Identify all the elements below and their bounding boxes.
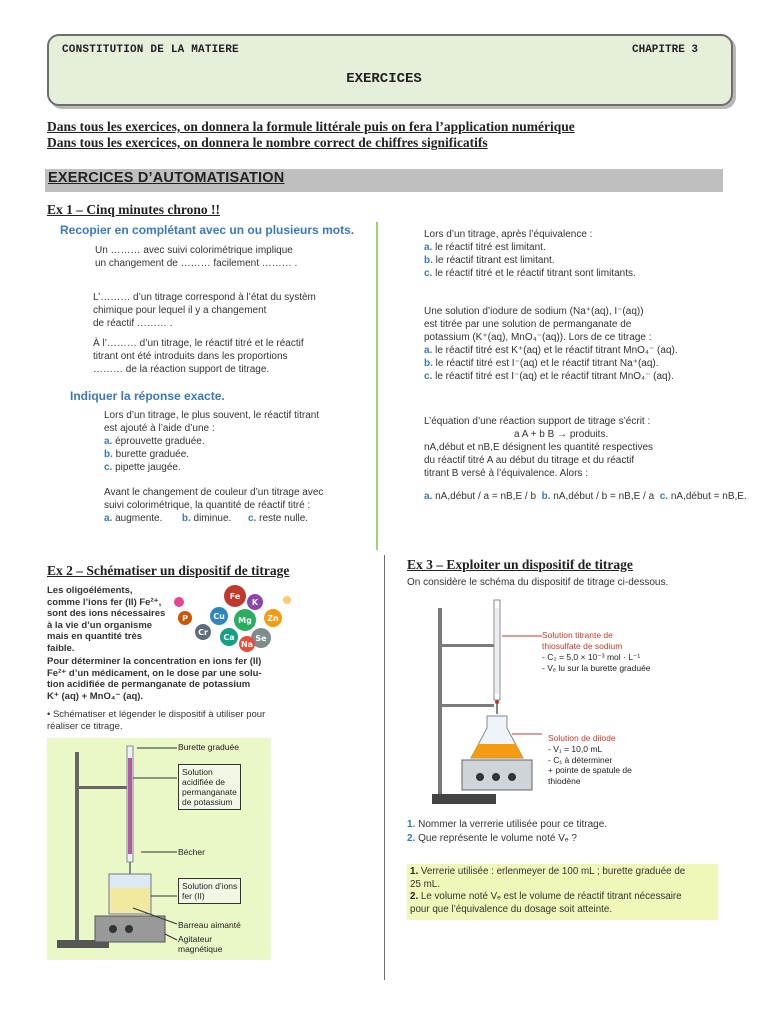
label-diiode-values: - V₁ = 10,0 mL - C₁ à déterminer + pointe de spatule de thiodène xyxy=(548,744,632,786)
column-divider-top xyxy=(376,222,378,550)
label-permanganate: Solution acidifiée de permanganate de potassium xyxy=(178,764,241,810)
ex1-choose-heading: Indiquer la réponse exacte. xyxy=(70,389,225,403)
bubble-label: Fe xyxy=(229,592,241,601)
label-diiode: Solution de diiode xyxy=(548,733,616,743)
subject-label: CONSTITUTION DE LA MATIERE xyxy=(62,44,239,56)
fill-item-3: À l’……… d’un titrage, le réactif titré et le réactif titrant ont été introduits dans les proportions ……… de la réaction support de titrage. xyxy=(93,338,304,375)
fill-item-2: L’……… d’un titrage correspond à l’état du systèm chimique pour lequel il y a changement de réactif ……… . xyxy=(93,292,316,329)
ex3-title: Ex 3 – Exploiter un dispositif de titrage xyxy=(407,557,633,572)
question-3: Lors d’un titrage, après l’équivalence : a. le réactif titré est limitant. b. le réactif titrant est limitant. c. le réactif titré et le réactif titrant sont limitants. xyxy=(424,229,636,279)
ex2-text: Pour déterminer la concentration en ions fer (II) Fe²⁺ d’un médicament, on le dose par une solu- tion acidifiée de permanganate de potassium K⁺ (aq) + MnO₄⁻ (aq). xyxy=(47,656,262,702)
label-barreau: Barreau aimanté xyxy=(178,920,241,930)
ex2-task: • Schématiser et légender le dispositif à utiliser pour réaliser ce titrage. xyxy=(47,709,266,732)
label-agitateur: Agitateur magnétique xyxy=(178,934,223,954)
instruction-2: Dans tous les exercices, on donnera le nombre correct de chiffres significatifs xyxy=(47,135,488,150)
label-titrant-values: - C₂ = 5,0 × 10⁻³ mol · L⁻¹ - Vₑ lu sur la burette graduée xyxy=(542,652,651,673)
section-title: EXERCICES D’AUTOMATISATION xyxy=(48,170,285,186)
bubble-label: Se xyxy=(255,634,267,643)
bubble-label: Mg xyxy=(238,616,252,625)
ex3-questions: 1. Nommer la verrerie utilisée pour ce titrage. 2. Que représente le volume noté Vₑ ? xyxy=(407,819,608,844)
bubble-label: Ca xyxy=(223,633,235,642)
ex1-fill-heading: Recopier en complétant avec un ou plusieurs mots. xyxy=(60,223,355,237)
bubble-label: Zn xyxy=(267,614,279,623)
fill-item-1: Un ……… avec suivi colorimétrique implique un changement de ……… facilement ……… . xyxy=(95,245,298,269)
oligo-bubbles-illustration xyxy=(155,582,295,654)
label-becher: Bécher xyxy=(178,847,205,857)
bubble-label: Cu xyxy=(213,612,225,621)
ex2-intro: Les oligoéléments, comme l’ions fer (II) Fe²⁺, sont des ions nécessaires à la vie d’un organisme mais en quantité très faible. xyxy=(47,585,166,654)
ex2-diagram xyxy=(47,738,271,960)
ex2-title: Ex 2 – Schématiser un dispositif de titrage xyxy=(47,563,290,578)
chapter-label: CHAPITRE 3 xyxy=(632,44,699,56)
bubble-label: Cr xyxy=(198,628,208,637)
question-4: Une solution d’iodure de sodium (Na⁺(aq), I⁻(aq)) est titrée par une solution de permanganate de potassium (K⁺(aq), MnO₄⁻(aq)). Lors de ce titrage : a. le réactif titré est K⁺(aq) et le réactif titrant MnO₄⁻ (aq). b. le réactif titré est I⁻(aq) et le réactif titrant Na⁺(aq). c. le réactif titré est I⁻(aq) et le réactif titrant MnO₄⁻ (aq). xyxy=(424,306,678,382)
ex3-answer-box: 1. Verrerie utilisée : erlenmeyer de 100 mL ; burette graduée de 25 mL. 2. Le volume noté Vₑ est le volume de réactif titrant nécessaire pour que l’équivalence du dosage soit atteinte. xyxy=(407,864,718,920)
column-divider-bottom xyxy=(384,555,385,980)
ex1-title: Ex 1 – Cinq minutes chrono !! xyxy=(47,202,221,217)
question-2: Avant le changement de couleur d’un titrage avec suivi colorimétrique, la quantité de réactif titré : a. augmente. b. diminue. c. reste nulle. xyxy=(104,487,324,524)
page-title: EXERCICES xyxy=(346,71,422,87)
bubble-label: K xyxy=(251,598,259,607)
bubble-label: P xyxy=(182,614,188,623)
label-fer: Solution d’ions fer (II) xyxy=(178,878,241,904)
question-1: Lors d’un titrage, le plus souvent, le réactif titrant est ajouté à l’aide d’une : a. éprouvette graduée. b. burette graduée. c. pipette jaugée. xyxy=(104,410,320,473)
label-burette: Burette graduée xyxy=(178,742,239,752)
titration-setup-photo xyxy=(432,594,542,812)
bubble-label: Na xyxy=(240,640,254,649)
question-5: L’équation d’une réaction support de titrage s’écrit : a A + b B → produits. nA,début et nB,E désignent les quantité respectives du réactif titré A au début du titrage et du réactif titrant B versé à l’équivalence. Alors : a. nA,début / a = nB,E / b b. nA,début / b = nB,E / a c. nA,début = nB,E. xyxy=(424,416,747,502)
ex3-intro: On considère le schéma du dispositif de titrage ci-dessous. xyxy=(407,577,669,588)
instruction-1: Dans tous les exercices, on donnera la formule littérale puis on fera l’application numérique xyxy=(47,119,575,134)
label-titrant: Solution titrante de thiosulfate de sodium xyxy=(542,630,623,651)
